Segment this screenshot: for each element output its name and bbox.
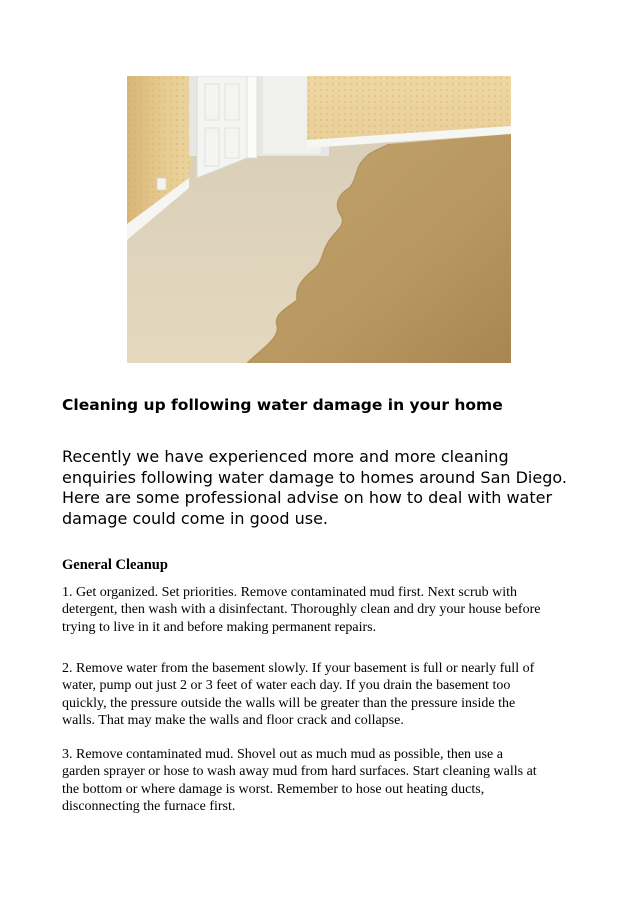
step-paragraph-2 <box>62 660 602 729</box>
section-heading: General Cleanup <box>62 557 168 573</box>
step-paragraph-1 <box>62 584 602 636</box>
paragraph-line: walls. That may make the walls and floor crack and collapse. <box>62 712 404 728</box>
intro-line: Recently we have experienced more and more cleaning <box>62 447 509 466</box>
intro-line: damage could come in good use. <box>62 508 329 528</box>
paragraph-line: detergent, then wash with a disinfectant. Thoroughly clean and dry your house before <box>62 602 541 618</box>
page-title: Cleaning up following water damage in your home <box>62 396 503 414</box>
intro-paragraph <box>62 447 592 529</box>
paragraph-line: water, pump out just 2 or 3 feet of water each day. If you drain the basement too <box>62 678 511 694</box>
step-paragraph-3 <box>62 746 602 815</box>
paragraph-line: 2. Remove water from the basement slowly. If your basement is full or nearly full of <box>62 661 535 676</box>
intro-line: Here are some professional advise on how to deal with water <box>62 488 553 507</box>
intro-line: enquiries following water damage to homes around San Diego. <box>62 467 567 487</box>
wall-socket <box>157 178 166 190</box>
paragraph-line: trying to live in it and before making permanent repairs. <box>62 619 377 635</box>
paragraph-line: 3. Remove contaminated mud. Shovel out as much mud as possible, then use a <box>62 747 503 762</box>
paragraph-line: the bottom or where damage is worst. Remember to hose out heating ducts, <box>62 781 485 797</box>
paragraph-line: quickly, the pressure outside the walls will be greater than the pressure inside the <box>62 695 516 711</box>
paragraph-line: garden sprayer or hose to wash away mud from hard surfaces. Start cleaning walls at <box>62 764 537 780</box>
paragraph-line: disconnecting the furnace first. <box>62 798 236 814</box>
water-damage-photo <box>127 76 511 363</box>
paragraph-line: 1. Get organized. Set priorities. Remove contaminated mud first. Next scrub with <box>62 585 518 600</box>
